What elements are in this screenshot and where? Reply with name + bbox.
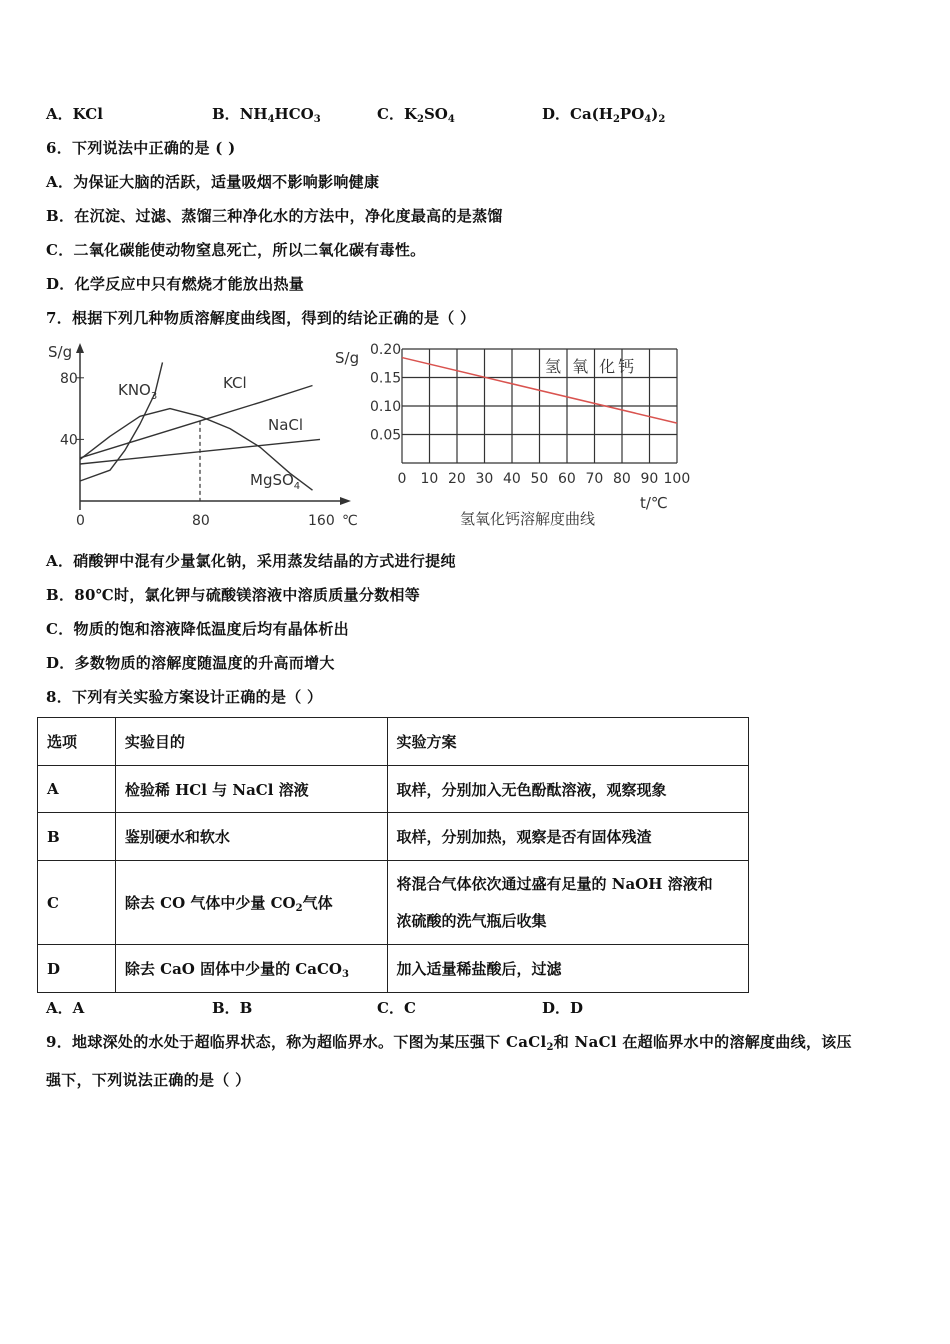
- q9-stem-line2: 强下，下列说法正确的是（ ）: [46, 1071, 251, 1089]
- table-row: [38, 945, 749, 993]
- left-y-tick-label: 80: [60, 370, 78, 387]
- q7-stem: 7．根据下列几种物质溶解度曲线图，得到的结论正确的是（ ）: [46, 309, 476, 327]
- right-x-tick-label: 90: [640, 471, 659, 487]
- q8-answer-d: D．D: [542, 999, 584, 1017]
- right-x-tick-label: 60: [558, 471, 576, 487]
- q6-option-d: D．化学反应中只有燃烧才能放出热量: [46, 275, 305, 293]
- q8-stem: 8．下列有关实验方案设计正确的是（ ）: [46, 688, 323, 706]
- q7-option-a: A．硝酸钾中混有少量氯化钠，采用蒸发结晶的方式进行提纯: [46, 552, 456, 570]
- left-x-tick-label: 160: [308, 513, 335, 529]
- right-x-tick-label: 100: [663, 471, 691, 487]
- label-kcl: KCl: [223, 374, 247, 392]
- label-mgso4: MgSO$_4$: [250, 471, 301, 492]
- right-legend-label: 氢 氧 化钙: [545, 357, 638, 376]
- left-y-tick-label: 40: [60, 432, 78, 449]
- q5-option-d: D．$Ca(H_2PO_4)_2$: [542, 105, 666, 125]
- right-y-tick-label: 0.20: [370, 342, 402, 358]
- row-goal: 检验稀 HCl 与 NaCl 溶液: [115, 766, 387, 813]
- right-x-tick-label: 30: [475, 471, 494, 487]
- right-x-tick-label: 40: [503, 471, 521, 487]
- q8-answer-c: C．C: [377, 999, 416, 1017]
- row-option: D: [38, 945, 116, 993]
- q7-option-b: B．80℃时，氯化钾与硫酸镁溶液中溶质质量分数相等: [46, 586, 421, 604]
- q8-table: [37, 717, 749, 993]
- q7-option-c: C．物质的饱和溶液降低温度后均有晶体析出: [46, 620, 349, 638]
- q5-option-a: A．KCl: [46, 105, 103, 123]
- q9-stem-line1: 9．地球深处的水处于超临界状态，称为超临界水。下图为某压强下 CaCl$_2$和 NaCl 在超临界水中的溶解度曲线，该压: [46, 1033, 852, 1053]
- q8-answer-a: A．A: [46, 999, 85, 1017]
- row-plan: 将混合气体依次通过盛有足量的 NaOH 溶液和 浓硫酸的洗气瓶后收集: [387, 861, 748, 945]
- right-y-tick-label: 0.10: [370, 399, 402, 415]
- left-chart: [48, 343, 358, 529]
- solubility-charts: [40, 335, 720, 535]
- table-header-row: [38, 718, 749, 766]
- row-plan: 取样，分别加热，观察是否有固体残渣: [387, 813, 748, 861]
- left-x-unit: ℃: [342, 513, 358, 529]
- row-goal: 鉴别硬水和软水: [115, 813, 387, 861]
- table-row: [38, 766, 749, 813]
- right-x-tick-label: 0: [397, 471, 407, 487]
- q6-stem: 6．下列说法中正确的是 ( ): [46, 139, 236, 157]
- table-row: [38, 861, 749, 945]
- left-x-arrow: [340, 497, 351, 505]
- q5-option-b: B．$NH_4HCO_3$: [212, 105, 321, 125]
- right-x-tick-label: 80: [613, 471, 631, 487]
- q6-option-a: A．为保证大脑的活跃，适量吸烟不影响影响健康: [46, 173, 380, 191]
- header-plan: 实验方案: [387, 718, 748, 766]
- row-option: C: [38, 861, 116, 945]
- left-x-tick-label: 80: [192, 513, 210, 529]
- label-nacl: NaCl: [268, 416, 304, 434]
- q6-option-c: C．二氧化碳能使动物窒息死亡，所以二氧化碳有毒性。: [46, 241, 426, 259]
- q8-answer-b: B．B: [212, 999, 253, 1017]
- q6-option-b: B．在沉淀、过滤、蒸馏三种净化水的方法中，净化度最高的是蒸馏: [46, 207, 503, 225]
- left-y-label: S/g: [48, 343, 73, 361]
- right-x-tick-label: 10: [420, 471, 439, 487]
- right-y-label: S/g: [335, 349, 360, 367]
- left-x-tick-label: 0: [76, 513, 85, 529]
- q7-option-d: D．多数物质的溶解度随温度的升高而增大: [46, 654, 335, 672]
- row-option: A: [38, 766, 116, 813]
- label-kno3: $KNO_3$: [118, 381, 158, 402]
- right-chart-title: 氢氧化钙溶解度曲线: [460, 510, 596, 528]
- header-option: 选项: [38, 718, 116, 766]
- q5-option-c: C．$K_2SO_4$: [377, 105, 455, 125]
- right-x-tick-label: 70: [585, 471, 604, 487]
- header-goal: 实验目的: [115, 718, 387, 766]
- row-option: B: [38, 813, 116, 861]
- right-chart: [335, 342, 690, 528]
- table-row: [38, 813, 749, 861]
- left-y-arrow: [76, 343, 84, 353]
- right-y-tick-label: 0.05: [370, 427, 402, 444]
- row-goal: 除去 CaO 固体中少量的 CaCO$_3$: [115, 945, 387, 993]
- right-y-tick-label: 0.15: [370, 370, 402, 387]
- right-x-tick-label: 20: [448, 471, 466, 487]
- row-goal: 除去 CO 气体中少量 $CO_2$气体: [115, 861, 387, 945]
- right-x-tick-label: 50: [530, 471, 549, 487]
- q7-figures: [40, 335, 720, 539]
- right-x-label: t/℃: [640, 494, 668, 512]
- row-plan: 加入适量稀盐酸后，过滤: [387, 945, 748, 993]
- row-plan: 取样，分别加入无色酚酞溶液，观察现象: [387, 766, 748, 813]
